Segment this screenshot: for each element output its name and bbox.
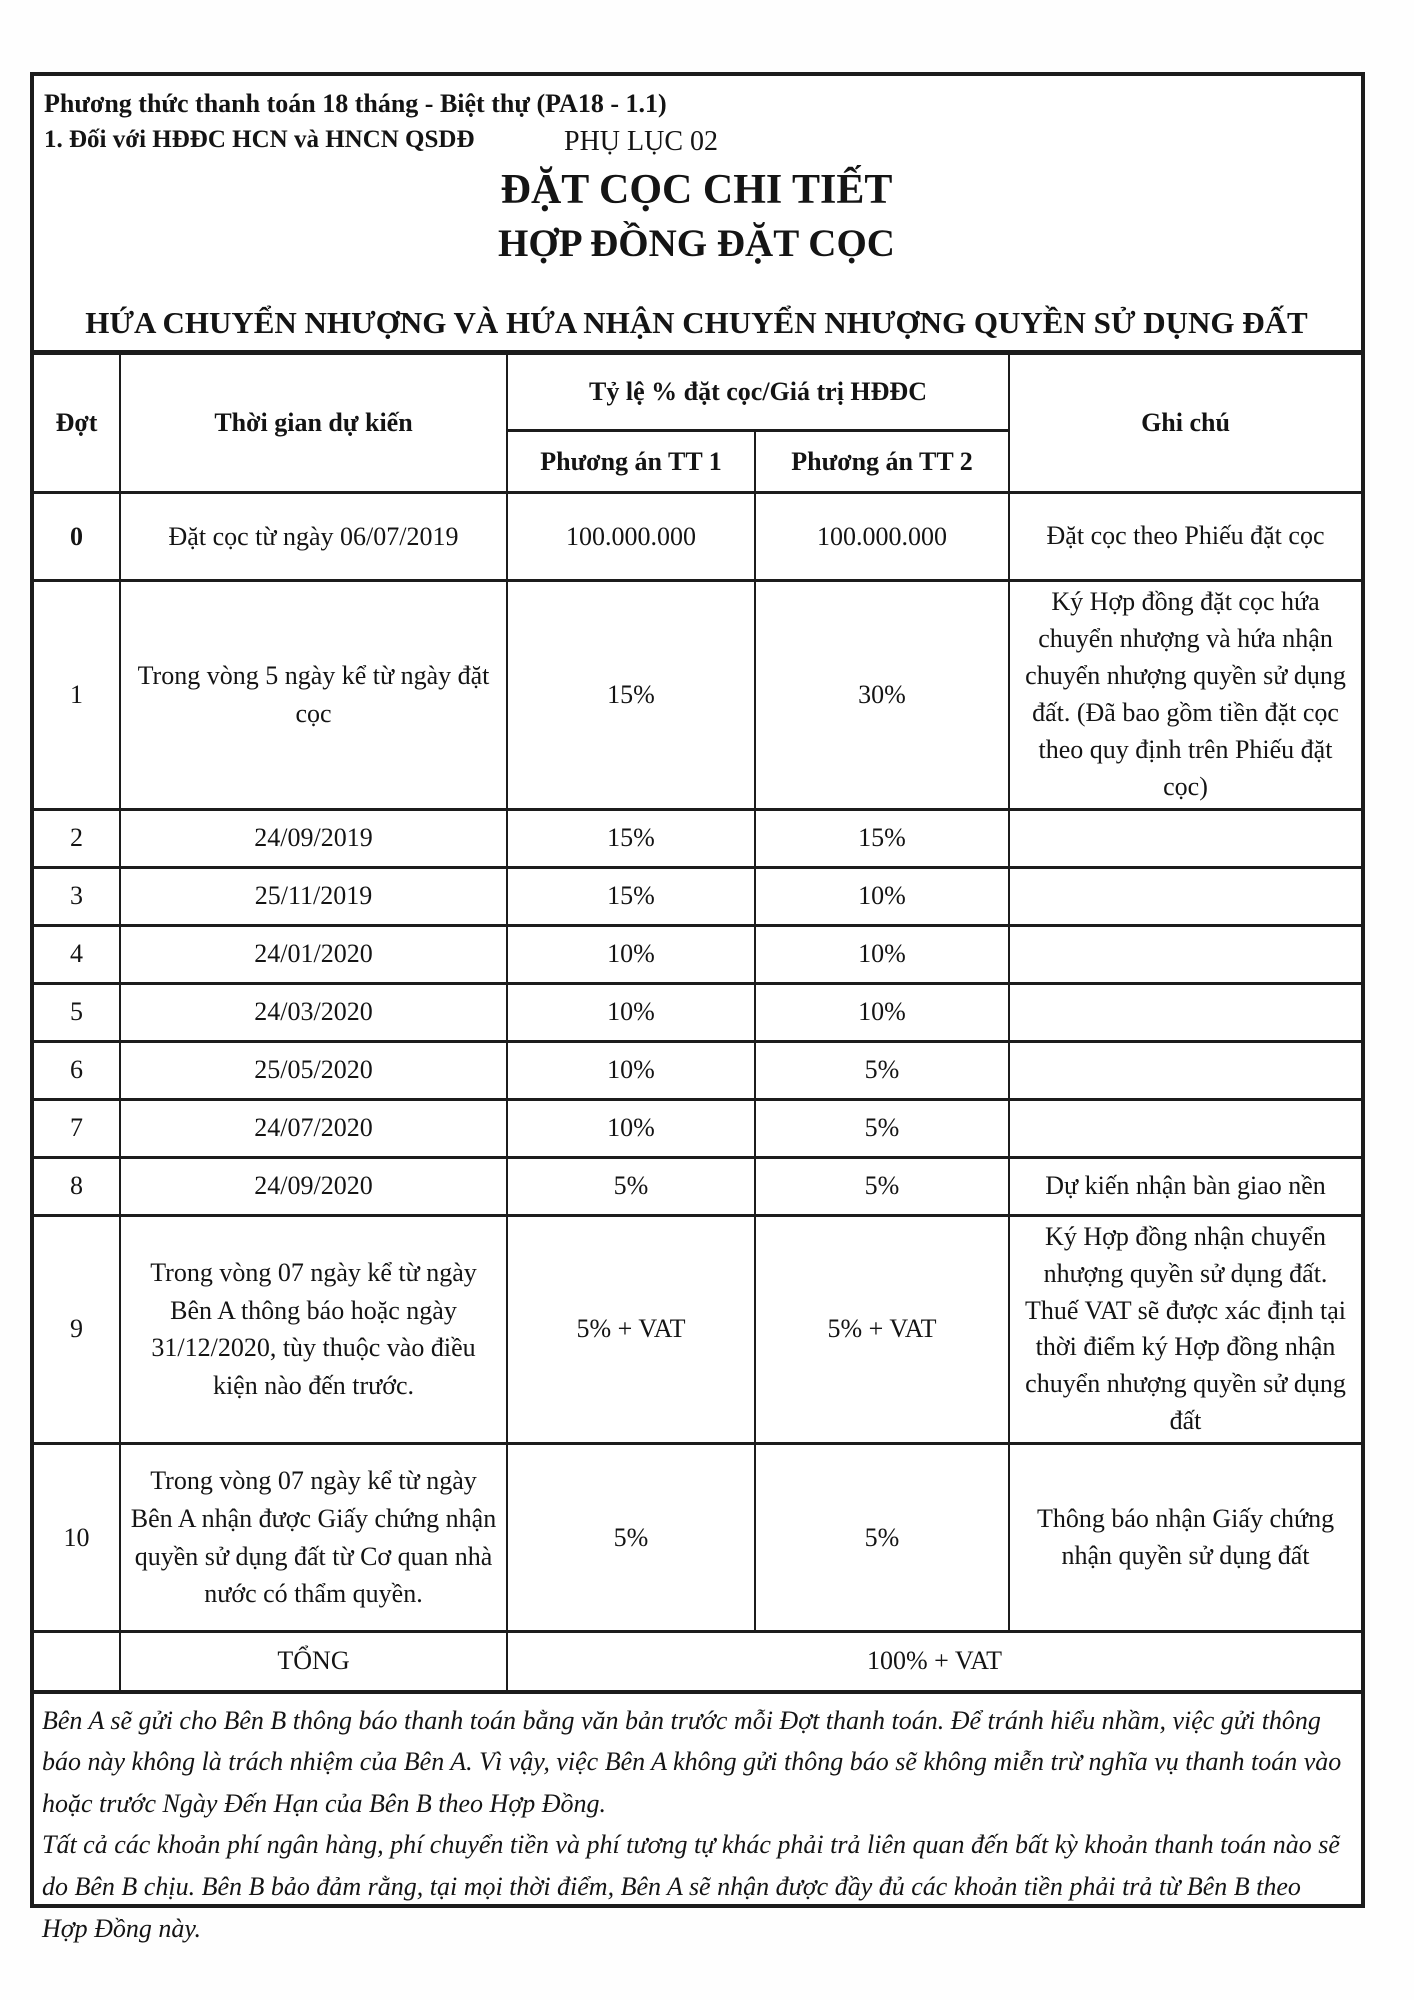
installment-number: 1: [34, 581, 120, 809]
tt1-value: 10%: [507, 983, 755, 1041]
table-row: [34, 1444, 1361, 1632]
table-row: [34, 809, 1361, 867]
tt1-value: 10%: [507, 1099, 755, 1157]
appendix-label: PHỤ LỤC 02: [564, 126, 719, 158]
tt1-value: 15%: [507, 581, 755, 809]
tt2-value: 100.000.000: [755, 493, 1009, 581]
note-paragraph-1: Bên A sẽ gửi cho Bên B thông báo thanh toán bằng văn bản trước mỗi Đợt thanh toán. Để tránh hiểu nhầm, việc gửi thông báo này không là trách nhiệm của Bên A. Vì vậy, việc Bên A không gửi thông báo sẽ không miễn trừ nghĩa vụ thanh toán vào hoặc trước Ngày Đến Hạn của Bên B theo Hợp Đồng.: [42, 1705, 1342, 1818]
table-row: [34, 925, 1361, 983]
note-cell: [1009, 1099, 1361, 1157]
total-row: [34, 1632, 1361, 1692]
header-second-line: [44, 126, 1349, 160]
footer-notes: [34, 1694, 1361, 1950]
column-header-option-tt2: Phương án TT 2: [755, 431, 1009, 493]
note-cell: Đặt cọc theo Phiếu đặt cọc: [1009, 493, 1361, 581]
note-cell: Dự kiến nhận bàn giao nền: [1009, 1157, 1361, 1215]
expected-time: Trong vòng 07 ngày kể từ ngày Bên A thông báo hoặc ngày 31/12/2020, tùy thuộc vào điều kiện nào đến trước.: [120, 1215, 507, 1443]
installment-number: 9: [34, 1215, 120, 1443]
note-cell: Ký Hợp đồng đặt cọc hứa chuyển nhượng và hứa nhận chuyển nhượng quyền sử dụng đất. (Đã bao gồm tiền đặt cọc theo quy định trên Phiếu đặt cọc): [1009, 581, 1361, 809]
tt1-value: 10%: [507, 1041, 755, 1099]
note-cell: Ký Hợp đồng nhận chuyển nhượng quyền sử dụng đất. Thuế VAT sẽ được xác định tại thời điểm ký Hợp đồng nhận chuyển nhượng quyền sử dụng đất: [1009, 1215, 1361, 1443]
note-cell: [1009, 983, 1361, 1041]
tt1-value: 5%: [507, 1157, 755, 1215]
installment-number: 8: [34, 1157, 120, 1215]
expected-time: 24/03/2020: [120, 983, 507, 1041]
total-row-empty-cell: [34, 1632, 120, 1692]
table-row: [34, 581, 1361, 809]
contract-subtitle: HỨA CHUYỂN NHƯỢNG VÀ HỨA NHẬN CHUYỂN NHƯỢNG QUYỀN SỬ DỤNG ĐẤT: [85, 305, 1308, 341]
table-row: [34, 1157, 1361, 1215]
expected-time: 24/09/2020: [120, 1157, 507, 1215]
installment-number: 7: [34, 1099, 120, 1157]
column-header-installment: Đợt: [34, 353, 120, 493]
table-body: [34, 493, 1361, 1692]
tt1-value: 5% + VAT: [507, 1215, 755, 1443]
expected-time: Đặt cọc từ ngày 06/07/2019: [120, 493, 507, 581]
payment-schedule-table: [34, 350, 1361, 1693]
note-cell: [1009, 925, 1361, 983]
table-row: [34, 1215, 1361, 1443]
table-header: [34, 353, 1361, 493]
payment-method-title: Phương thức thanh toán 18 tháng - Biệt thự (PA18 - 1.1): [44, 89, 667, 118]
table-row: [34, 493, 1361, 581]
applies-to-label: 1. Đối với HĐĐC HCN và HNCN QSDĐ: [44, 126, 475, 154]
note-cell: [1009, 809, 1361, 867]
note-cell: [1009, 867, 1361, 925]
installment-number: 2: [34, 809, 120, 867]
column-header-rate-group: Tỷ lệ % đặt cọc/Giá trị HĐĐC: [507, 353, 1009, 431]
table-row: [34, 1099, 1361, 1157]
table-row: [34, 867, 1361, 925]
installment-number: 10: [34, 1444, 120, 1632]
column-header-option-tt1: Phương án TT 1: [507, 431, 755, 493]
installment-number: 3: [34, 867, 120, 925]
tt1-value: 15%: [507, 867, 755, 925]
table-row: [34, 983, 1361, 1041]
header-row-1: [34, 353, 1361, 431]
total-value: 100% + VAT: [507, 1632, 1361, 1692]
tt1-value: 5%: [507, 1444, 755, 1632]
contract-title: HỢP ĐỒNG ĐẶT CỌC: [498, 222, 895, 266]
tt2-value: 15%: [755, 809, 1009, 867]
expected-time: 25/11/2019: [120, 867, 507, 925]
tt1-value: 15%: [507, 809, 755, 867]
expected-time: 25/05/2020: [120, 1041, 507, 1099]
table-row: [34, 1041, 1361, 1099]
tt2-value: 5% + VAT: [755, 1215, 1009, 1443]
expected-time: 24/07/2020: [120, 1099, 507, 1157]
tt2-value: 10%: [755, 983, 1009, 1041]
note-cell: [1009, 1041, 1361, 1099]
installment-number: 0: [34, 493, 120, 581]
tt1-value: 10%: [507, 925, 755, 983]
tt2-value: 10%: [755, 925, 1009, 983]
main-title: ĐẶT CỌC CHI TIẾT: [500, 167, 893, 214]
column-header-expected-time: Thời gian dự kiến: [120, 353, 507, 493]
installment-number: 5: [34, 983, 120, 1041]
tt1-value: 100.000.000: [507, 493, 755, 581]
installment-number: 6: [34, 1041, 120, 1099]
expected-time: 24/09/2019: [120, 809, 507, 867]
installment-number: 4: [34, 925, 120, 983]
tt2-value: 30%: [755, 581, 1009, 809]
document-header: [34, 76, 1361, 341]
expected-time: Trong vòng 5 ngày kể từ ngày đặt cọc: [120, 581, 507, 809]
document-frame: [30, 72, 1365, 1943]
column-header-note: Ghi chú: [1009, 353, 1361, 493]
tt2-value: 5%: [755, 1157, 1009, 1215]
tt2-value: 5%: [755, 1099, 1009, 1157]
expected-time: 24/01/2020: [120, 925, 507, 983]
note-paragraph-2: Tất cả các khoản phí ngân hàng, phí chuyển tiền và phí tương tự khác phải trả liên quan đến bất kỳ khoản thanh toán nào sẽ do Bên B chịu. Bên B bảo đảm rằng, tại mọi thời điểm, Bên A sẽ nhận được đầy đủ các khoản tiền phải trả từ Bên B theo Hợp Đồng này.: [42, 1830, 1340, 1943]
tt2-value: 5%: [755, 1444, 1009, 1632]
tt2-value: 10%: [755, 867, 1009, 925]
tt2-value: 5%: [755, 1041, 1009, 1099]
total-label: TỔNG: [120, 1632, 507, 1692]
note-cell: Thông báo nhận Giấy chứng nhận quyền sử dụng đất: [1009, 1444, 1361, 1632]
expected-time: Trong vòng 07 ngày kể từ ngày Bên A nhận được Giấy chứng nhận quyền sử dụng đất từ Cơ quan nhà nước có thẩm quyền.: [120, 1444, 507, 1632]
